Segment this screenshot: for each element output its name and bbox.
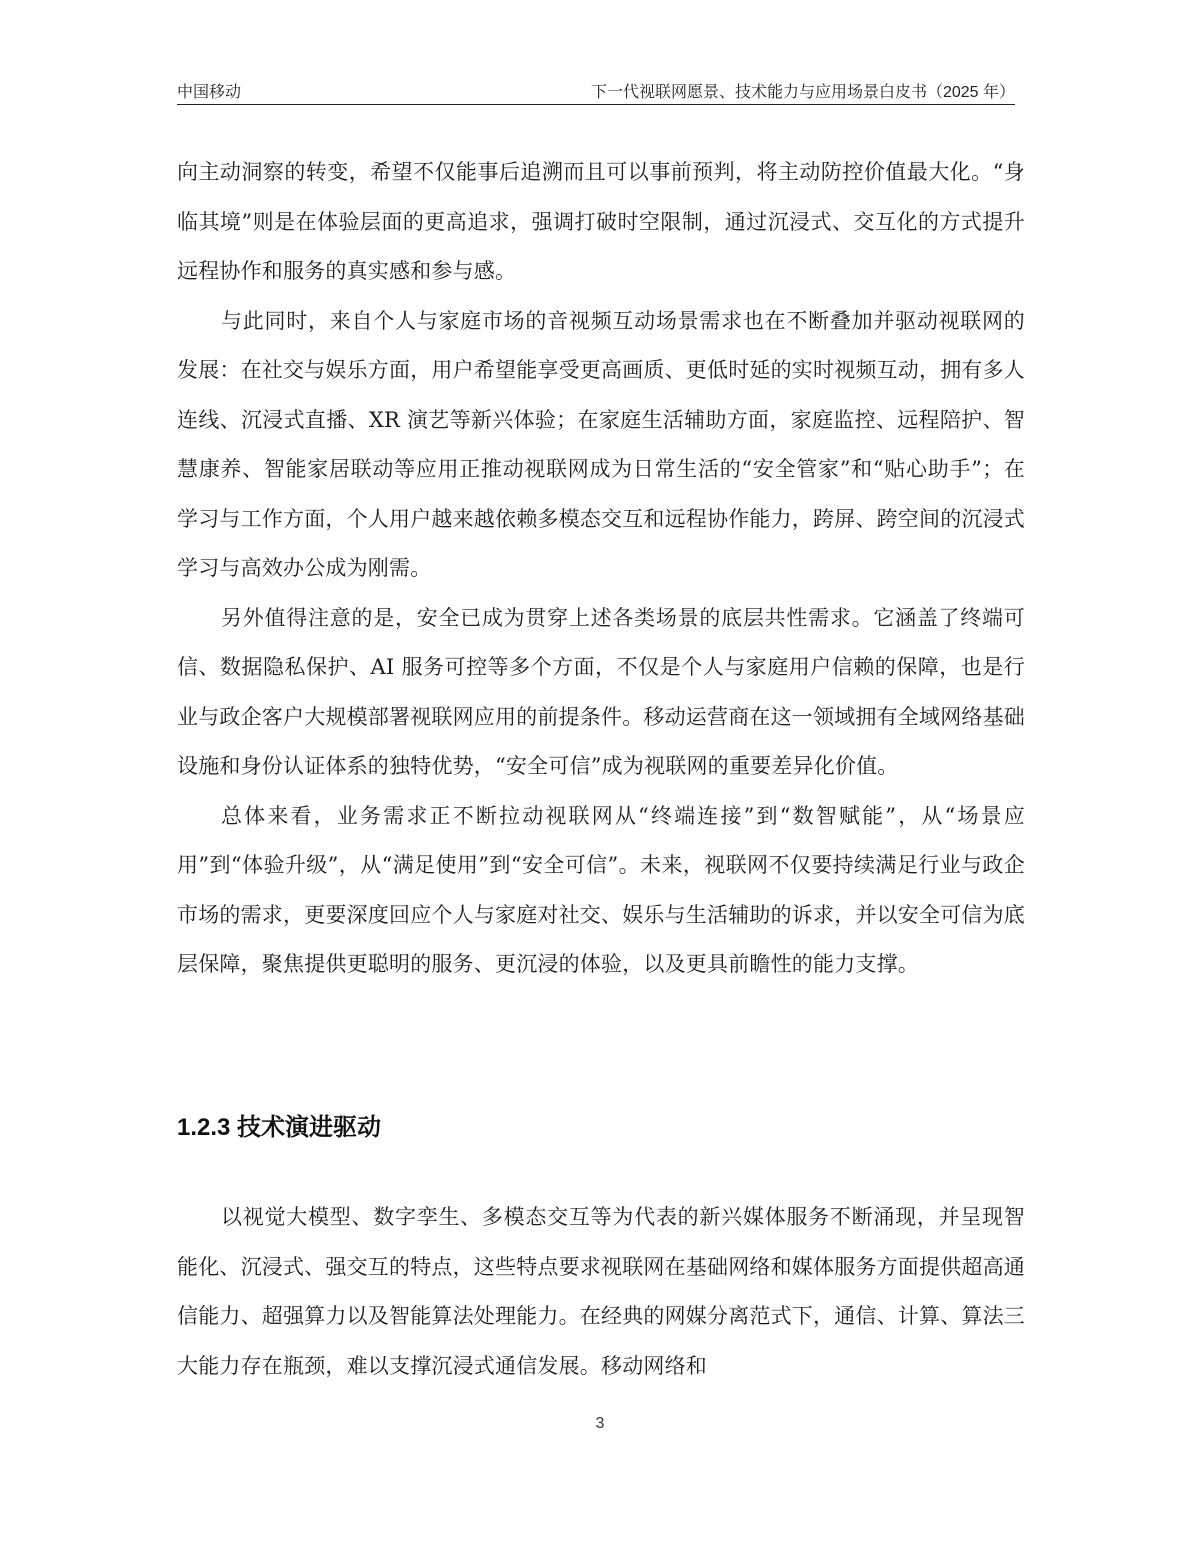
header-organization: 中国移动 [177,84,242,101]
body-text-bottom [177,1193,1025,1391]
paragraph-security-requirement: 另外值得注意的是，安全已成为贯穿上述各类场景的底层共性需求。它涵盖了终端可信、数据隐私保护、AI 服务可控等多个方面，不仅是个人与家庭用户信赖的保障，也是行业与政企客户大规模部署视联网应用的前提条件。移动运营商在这一领域拥有全域网络基础设施和身份认证体系的独特优势，“安全可信”成为视联网的重要差异化价值。 [177,605,1025,778]
paragraph-continuation: 向主动洞察的转变，希望不仅能事后追溯而且可以事前预判，将主动防控价值最大化。“身临其境”则是在体验层面的更高追求，强调打破时空限制，通过沉浸式、交互化的方式提升远程协作和服务的真实感和参与感。 [177,160,1025,283]
body-text-top [177,148,1025,990]
section-heading: 1.2.3 技术演进驱动 [177,1114,382,1141]
paragraph-personal-home-demand: 与此同时，来自个人与家庭市场的音视频互动场景需求也在不断叠加并驱动视联网的发展：在社交与娱乐方面，用户希望能享受更高画质、更低时延的实时视频互动，拥有多人连线、沉浸式直播、XR 演艺等新兴体验；在家庭生活辅助方面，家庭监控、远程陪护、智慧康养、智能家居联动等应用正推动视联网成为日常生活的“安全管家”和“贴心助手”；在学习与工作方面，个人用户越来越依赖多模态交互和远程协作能力，跨屏、跨空间的沉浸式学习与高效办公成为刚需。 [177,308,1025,580]
page-number: 3 [595,1415,605,1432]
paragraph-tech-evolution: 以视觉大模型、数字孪生、多模态交互等为代表的新兴媒体服务不断涌现，并呈现智能化、沉浸式、强交互的特点，这些特点要求视联网在基础网络和媒体服务方面提供超高通信能力、超强算力以及智能算法处理能力。在经典的网媒分离范式下，通信、计算、算法三大能力存在瓶颈，难以支撑沉浸式通信发展。移动网络和 [177,1205,1025,1378]
paragraph-summary: 总体来看，业务需求正不断拉动视联网从“终端连接”到“数智赋能”，从“场景应用”到“体验升级”，从“满足使用”到“安全可信”。未来，视联网不仅要持续满足行业与政企市场的需求，更要深度回应个人与家庭对社交、娱乐与生活辅助的诉求，并以安全可信为底层保障，聚焦提供更聪明的服务、更沉浸的体验，以及更具前瞻性的能力支撑。 [177,803,1025,976]
header-document-title: 下一代视联网愿景、技术能力与应用场景白皮书（2025 年） [590,84,1015,101]
page-header [177,84,1015,105]
